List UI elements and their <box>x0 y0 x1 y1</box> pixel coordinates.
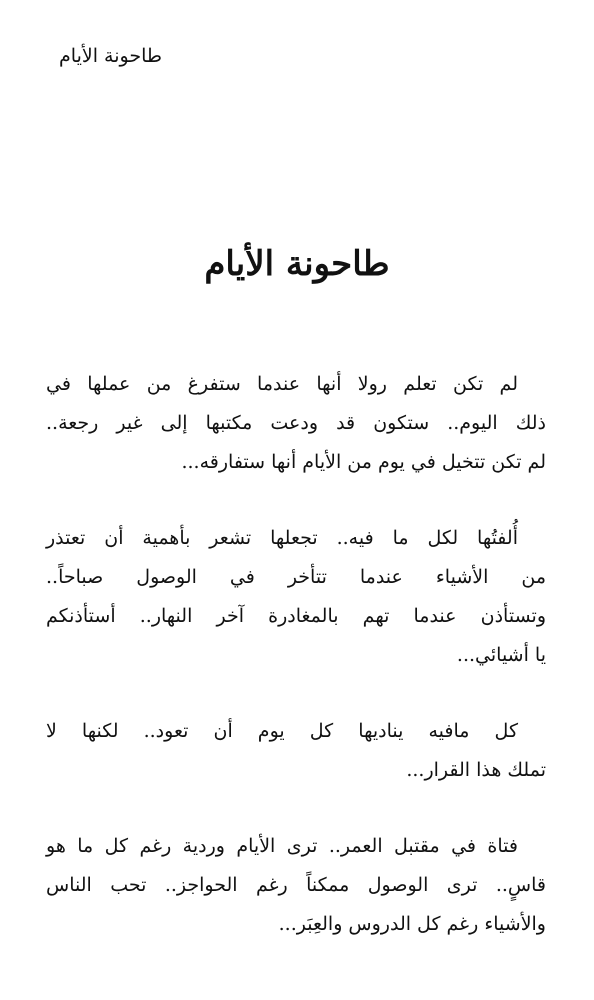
paragraph-2 <box>46 519 546 675</box>
paragraph-line: تملك هذا القرار... <box>406 759 546 781</box>
paragraph-line: لم تكن تتخيل في يوم من الأيام أنها ستفارقه... <box>181 451 546 473</box>
paragraph-line: من الأشياء عندما تتأخر في الوصول صباحاً.. <box>46 566 546 588</box>
chapter-title: طاحونة الأيام <box>204 244 390 284</box>
paragraph-line: قاسٍ.. ترى الوصول ممكناً رغم الحواجز.. تحب الناس <box>46 874 546 896</box>
running-header: طاحونة الأيام <box>59 45 162 67</box>
paragraph-line: فتاة في مقتبل العمر.. ترى الأيام وردية رغم كل ما هو <box>46 835 518 857</box>
paragraph-line: يا أشيائي... <box>456 644 546 666</box>
paragraph-line: أُلفتُها لكل ما فيه.. تجعلها تشعر بأهمية أن تعتذر <box>46 527 518 549</box>
paragraph-line: وتستأذن عندما تهم بالمغادرة آخر النهار.. أستأذنكم <box>46 605 546 627</box>
paragraph-1 <box>46 365 546 482</box>
chapter-body <box>46 365 546 981</box>
paragraph-4 <box>46 827 546 944</box>
paragraph-line: كل مافيه يناديها كل يوم أن تعود.. لكنها لا <box>46 720 518 742</box>
paragraph-line: والأشياء رغم كل الدروس والعِبَر... <box>278 913 546 935</box>
paragraph-3 <box>46 712 546 790</box>
paragraph-line: لم تكن تعلم رولا أنها عندما ستفرغ من عملها في <box>46 373 518 395</box>
paragraph-line: ذلك اليوم.. ستكون قد ودعت مكتبها إلى غير رجعة.. <box>46 412 546 434</box>
